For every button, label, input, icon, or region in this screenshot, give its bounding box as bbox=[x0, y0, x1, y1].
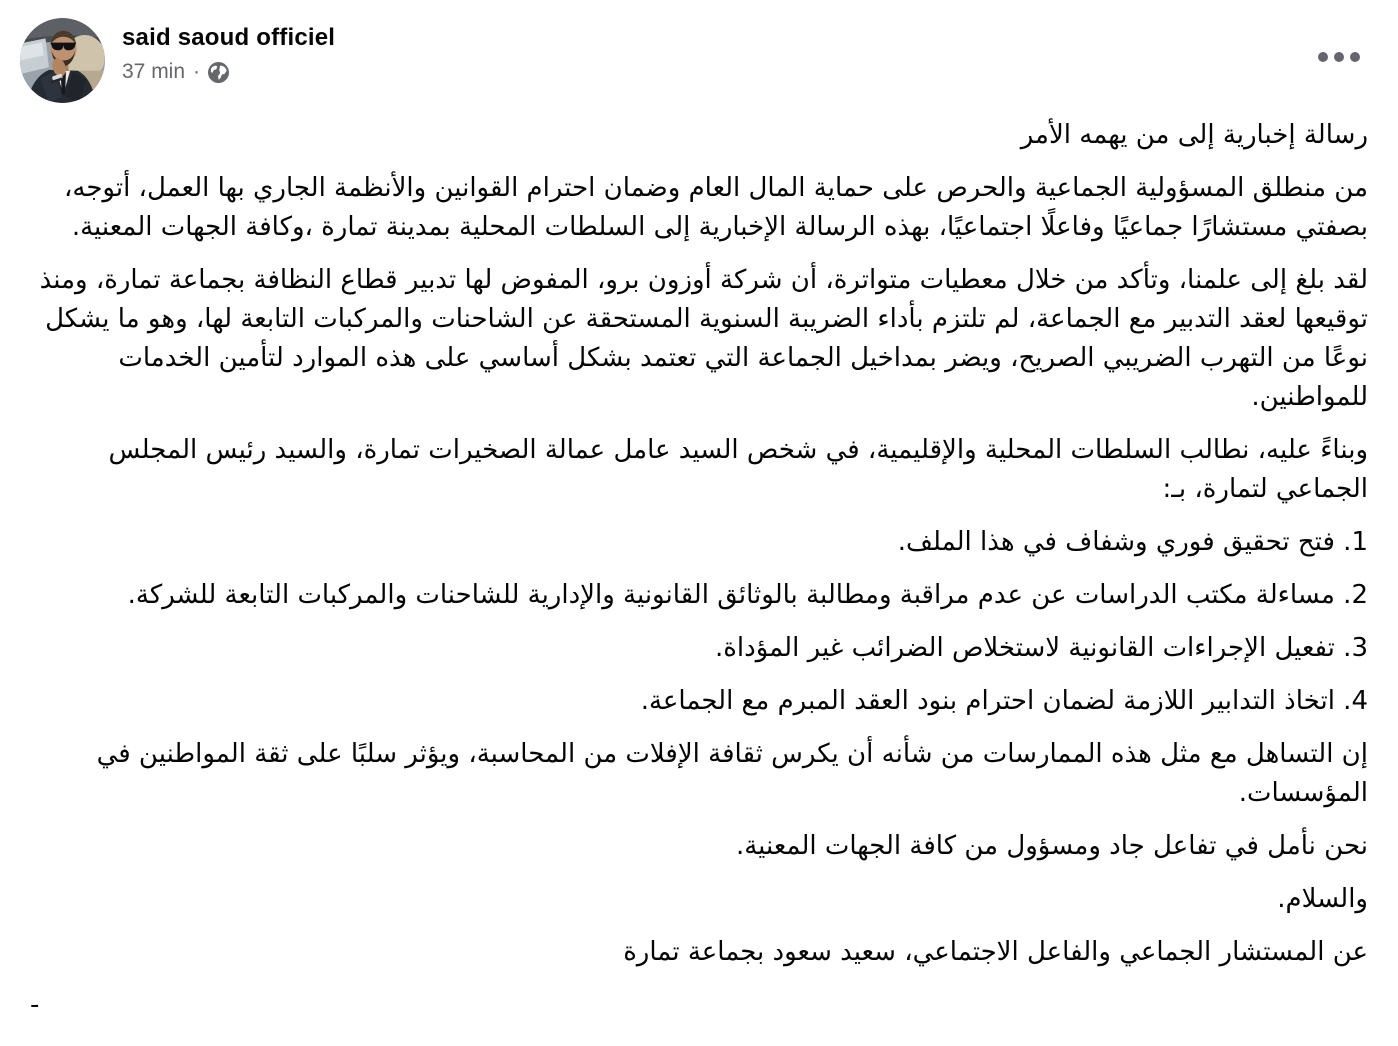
timestamp[interactable]: 37 min bbox=[122, 60, 186, 83]
dot-icon bbox=[1350, 52, 1360, 62]
paragraph: إن التساهل مع مثل هذه الممارسات من شأنه أن يكرس ثقافة الإفلات من المحاسبة، ويؤثر سلبًا على ثقة المواطنين في المؤسسات. bbox=[96, 739, 1368, 808]
list-item-4: 4. اتخاذ التدابير اللازمة لضمان احترام بنود العقد المبرم مع الجماعة. bbox=[640, 686, 1368, 716]
post-header bbox=[0, 0, 1398, 103]
header-text bbox=[122, 24, 335, 84]
dot-icon bbox=[1318, 52, 1328, 62]
meta-separator: · bbox=[193, 60, 201, 83]
author-name[interactable]: said saoud officiel bbox=[122, 24, 336, 51]
globe-icon bbox=[208, 62, 229, 83]
list-item-2: 2. مساءلة مكتب الدراسات عن عدم مراقبة ومطالبة بالوثائق القانونية والإدارية للشاحنات والمركبات التابعة للشركة. bbox=[127, 580, 1368, 610]
avatar-image bbox=[20, 18, 105, 103]
closing-salute: والسلام. bbox=[1277, 884, 1368, 914]
post-body bbox=[0, 103, 1398, 1025]
post-meta bbox=[122, 60, 335, 84]
dot-icon bbox=[1334, 52, 1344, 62]
paragraph: من منطلق المسؤولية الجماعية والحرص على حماية المال العام وضمان احترام القوانين والأنظمة الجاري بها العمل، أتوجه، بصفتي مستشارًا جماعيًا وفاعلًا اجتماعيًا، بهذه الرسالة الإخبارية إلى السلطات المحلية بمدينة تمارة ،وكافة الجهات المعنية. bbox=[64, 173, 1368, 242]
paragraph: لقد بلغ إلى علمنا، وتأكد من خلال معطيات متواترة، أن شركة أوزون برو، المفوض لها تدبير قطاع النظافة بجماعة تمارة، ومنذ توقيعها لعقد التدبير مع الجماعة، لم تلتزم بأداء الضريبة السنوية المستحقة عن الشاحنات والمركبات التابعة لها، وهو ما يشكل نوعًا من التهرب الضريبي الصريح، ويضر بمداخيل الجماعة التي تعتمد بشكل أساسي على هذه الموارد لتأمين الخدمات للمواطنين. bbox=[39, 265, 1368, 412]
signature: عن المستشار الجماعي والفاعل الاجتماعي، سعيد سعود بجماعة تمارة bbox=[623, 937, 1368, 967]
paragraph: وبناءً عليه، نطالب السلطات المحلية والإقليمية، في شخص السيد عامل عمالة الصخيرات تمارة، والسيد رئيس المجلس الجماعي لتمارة، بـ: bbox=[108, 435, 1368, 504]
list-item-3: 3. تفعيل الإجراءات القانونية لاستخلاص الضرائب غير المؤداة. bbox=[715, 633, 1368, 663]
post-options-button[interactable] bbox=[1314, 48, 1364, 66]
post-title: رسالة إخبارية إلى من يهمه الأمر bbox=[1020, 120, 1368, 150]
list-item-1: 1. فتح تحقيق فوري وشفاف في هذا الملف. bbox=[897, 527, 1368, 557]
avatar[interactable] bbox=[20, 18, 105, 103]
paragraph: نحن نأمل في تفاعل جاد ومسؤول من كافة الجهات المعنية. bbox=[735, 831, 1368, 861]
dash-line: - bbox=[30, 990, 40, 1020]
